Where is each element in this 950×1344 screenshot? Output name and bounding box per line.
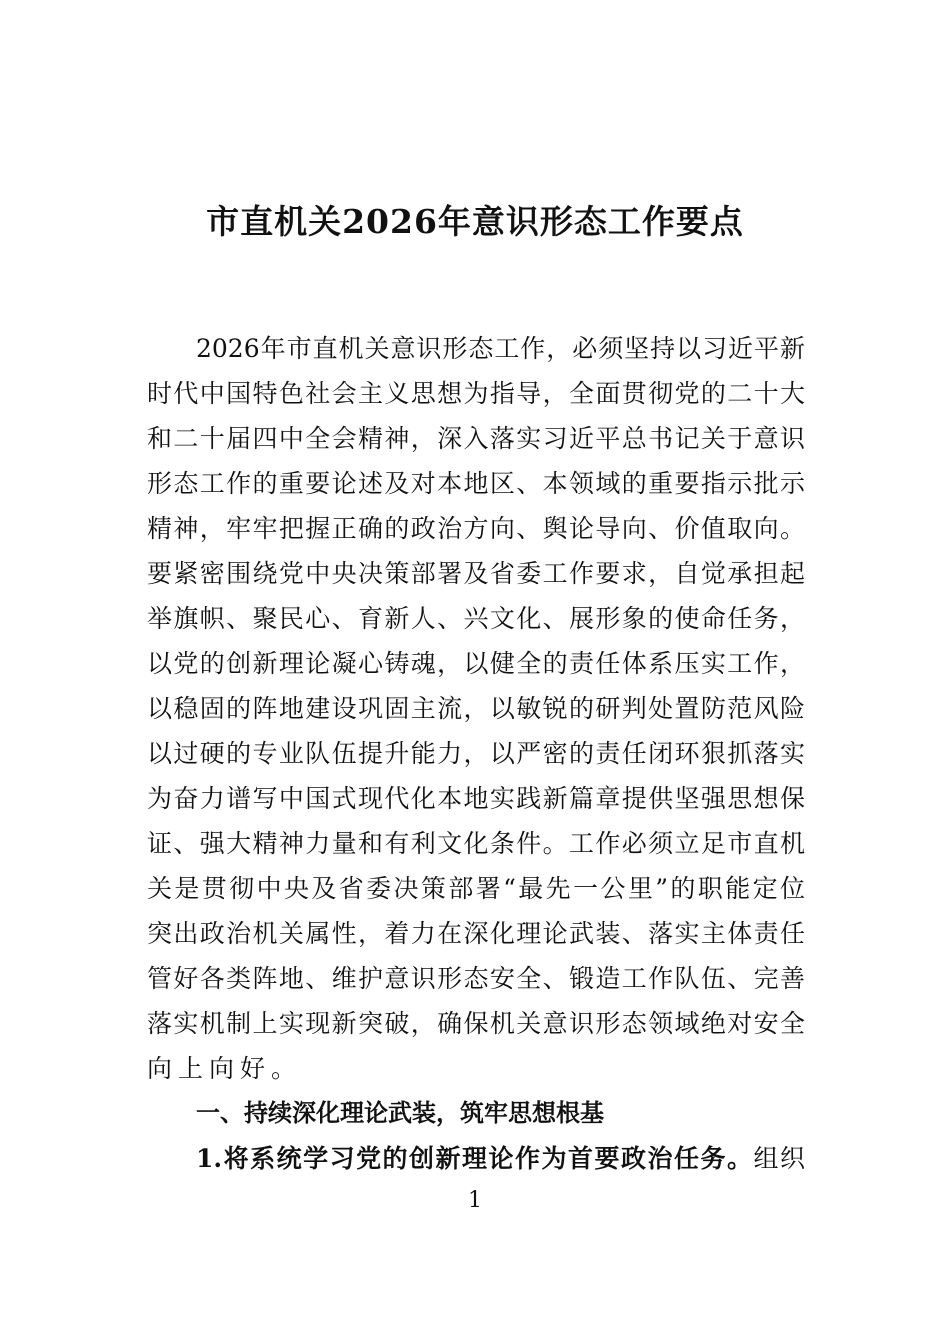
paragraph-line: 以党的创新理论凝心铸魂，以健全的责任体系压实工作， (147, 649, 805, 678)
document-title: 市直机关2026年意识形态工作要点 (206, 202, 744, 241)
paragraph-line: 精神，牢牢把握正确的政治方向、舆论导向、价值取向。 (147, 514, 805, 543)
item-text: 组织 (753, 1144, 805, 1173)
item-line (147, 1136, 805, 1181)
paragraph-line: 管好各类阵地、维护意识形态安全、锻造工作队伍、完善 (147, 964, 805, 993)
paragraph-line: 以过硬的专业队伍提升能力，以严密的责任闭环狠抓落实 (147, 739, 805, 768)
page-number: 1 (468, 1188, 482, 1213)
paragraph-line: 证、强大精神力量和有利文化条件。工作必须立足市直机 (147, 829, 805, 858)
paragraph-line: 突出政治机关属性，着力在深化理论武装、落实主体责任 (147, 919, 805, 948)
paragraph-line: 形态工作的重要论述及对本地区、本领域的重要指示批示 (147, 469, 805, 498)
paragraph-line: 举旗帜、聚民心、育新人、兴文化、展形象的使命任务， (147, 604, 805, 633)
paragraph-line: 落实机制上实现新突破，确保机关意识形态领域绝对安全 (147, 1009, 805, 1038)
paragraph-line: 关是贯彻中央及省委决策部署“最先一公里”的职能定位 (147, 874, 805, 903)
paragraph-line: 和二十届四中全会精神，深入落实习近平总书记关于意识 (147, 424, 805, 453)
paragraph-line: 以稳固的阵地建设巩固主流，以敏锐的研判处置防范风险 (147, 694, 805, 723)
document-body (147, 326, 805, 1181)
paragraph-line: 向上向好。 (147, 1054, 303, 1083)
paragraph-line: 时代中国特色社会主义思想为指导，全面贯彻党的二十大 (147, 379, 805, 408)
item-bold-text: 1.将系统学习党的创新理论作为首要政治任务。 (196, 1144, 754, 1173)
paragraph-line: 为奋力谱写中国式现代化本地实践新篇章提供坚强思想保 (147, 784, 805, 813)
paragraph-line: 要紧密围绕党中央决策部署及省委工作要求，自觉承担起 (147, 559, 805, 588)
section-heading: 一、持续深化理论武装，筑牢思想根基 (196, 1099, 604, 1127)
paragraph-line: 2026年市直机关意识形态工作，必须坚持以习近平新 (196, 334, 805, 363)
